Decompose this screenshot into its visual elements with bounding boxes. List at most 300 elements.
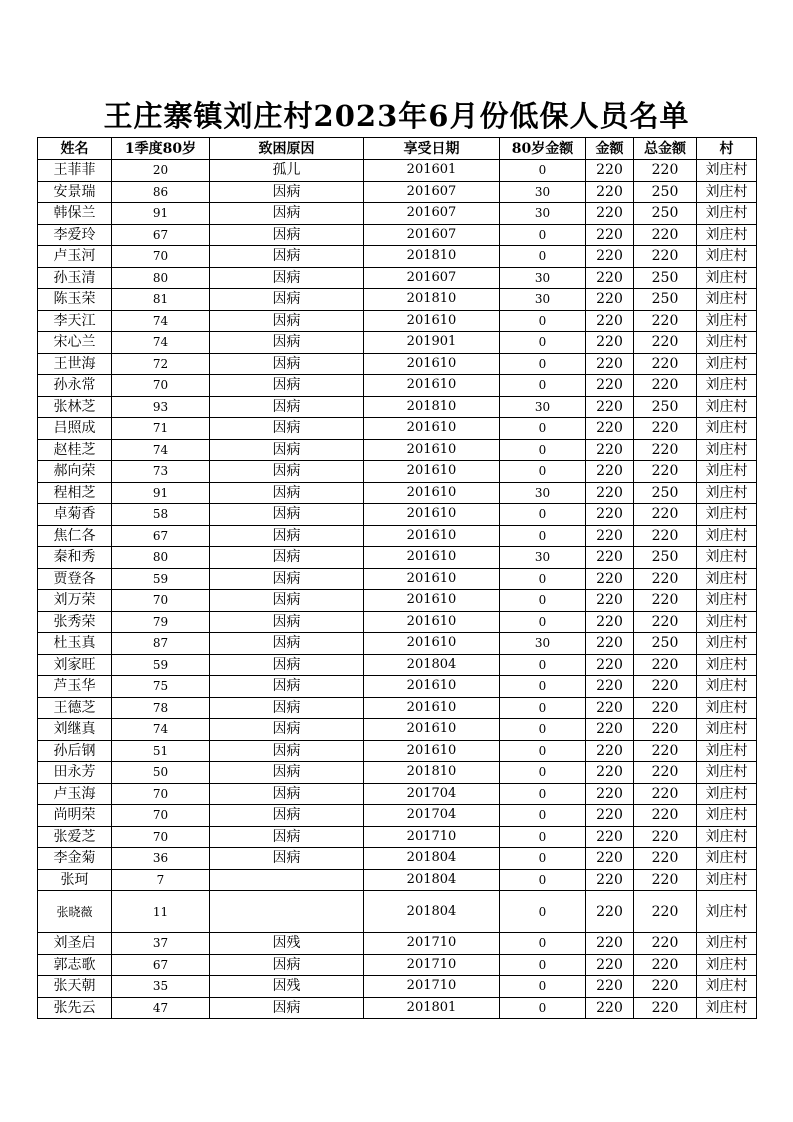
cell-village: 刘庄村 bbox=[697, 332, 757, 354]
cell-village: 刘庄村 bbox=[697, 654, 757, 676]
cell-bonus80: 0 bbox=[500, 375, 586, 397]
cell-total: 220 bbox=[634, 439, 697, 461]
table-row bbox=[38, 267, 757, 289]
cell-village: 刘庄村 bbox=[697, 289, 757, 311]
cell-village: 刘庄村 bbox=[697, 203, 757, 225]
cell-total: 220 bbox=[634, 611, 697, 633]
cell-village: 刘庄村 bbox=[697, 418, 757, 440]
table-row bbox=[38, 461, 757, 483]
cell-age: 35 bbox=[112, 976, 210, 998]
cell-age: 80 bbox=[112, 267, 210, 289]
table-row bbox=[38, 439, 757, 461]
cell-age: 59 bbox=[112, 568, 210, 590]
cell-reason: 因病 bbox=[210, 461, 364, 483]
cell-name: 卢玉河 bbox=[38, 246, 112, 268]
cell-name: 安景瑞 bbox=[38, 181, 112, 203]
cell-name: 贾登各 bbox=[38, 568, 112, 590]
cell-total: 220 bbox=[634, 375, 697, 397]
cell-name: 孙玉清 bbox=[38, 267, 112, 289]
cell-village: 刘庄村 bbox=[697, 181, 757, 203]
cell-age: 20 bbox=[112, 160, 210, 182]
table-row bbox=[38, 697, 757, 719]
cell-village: 刘庄村 bbox=[697, 848, 757, 870]
table-row bbox=[38, 246, 757, 268]
cell-amount: 220 bbox=[586, 633, 634, 655]
cell-reason: 因病 bbox=[210, 654, 364, 676]
cell-bonus80: 0 bbox=[500, 590, 586, 612]
cell-reason: 因病 bbox=[210, 590, 364, 612]
cell-bonus80: 0 bbox=[500, 525, 586, 547]
cell-date: 201810 bbox=[364, 246, 500, 268]
cell-reason: 因病 bbox=[210, 740, 364, 762]
table-row bbox=[38, 482, 757, 504]
cell-total: 220 bbox=[634, 568, 697, 590]
cell-amount: 220 bbox=[586, 805, 634, 827]
cell-amount: 220 bbox=[586, 848, 634, 870]
cell-reason: 因病 bbox=[210, 504, 364, 526]
cell-total: 220 bbox=[634, 805, 697, 827]
cell-name: 郝向荣 bbox=[38, 461, 112, 483]
cell-age: 71 bbox=[112, 418, 210, 440]
cell-total: 220 bbox=[634, 676, 697, 698]
cell-date: 201610 bbox=[364, 375, 500, 397]
table-row bbox=[38, 504, 757, 526]
cell-date: 201601 bbox=[364, 160, 500, 182]
cell-age: 75 bbox=[112, 676, 210, 698]
cell-name: 张珂 bbox=[38, 869, 112, 891]
cell-reason: 因病 bbox=[210, 396, 364, 418]
cell-reason bbox=[210, 891, 364, 933]
cell-village: 刘庄村 bbox=[697, 997, 757, 1019]
cell-name: 李金菊 bbox=[38, 848, 112, 870]
table-row bbox=[38, 954, 757, 976]
cell-name: 李爱玲 bbox=[38, 224, 112, 246]
cell-village: 刘庄村 bbox=[697, 525, 757, 547]
cell-total: 250 bbox=[634, 203, 697, 225]
cell-date: 201801 bbox=[364, 997, 500, 1019]
cell-total: 220 bbox=[634, 891, 697, 933]
cell-total: 220 bbox=[634, 848, 697, 870]
cell-age: 70 bbox=[112, 246, 210, 268]
cell-total: 220 bbox=[634, 504, 697, 526]
cell-date: 201710 bbox=[364, 826, 500, 848]
cell-village: 刘庄村 bbox=[697, 396, 757, 418]
cell-name: 张秀荣 bbox=[38, 611, 112, 633]
cell-village: 刘庄村 bbox=[697, 697, 757, 719]
table-row bbox=[38, 826, 757, 848]
cell-reason: 因病 bbox=[210, 676, 364, 698]
table-row bbox=[38, 869, 757, 891]
welfare-roster-table bbox=[37, 137, 757, 1019]
table-row bbox=[38, 740, 757, 762]
cell-total: 220 bbox=[634, 224, 697, 246]
table-row bbox=[38, 783, 757, 805]
cell-bonus80: 0 bbox=[500, 783, 586, 805]
cell-age: 70 bbox=[112, 826, 210, 848]
cell-bonus80: 0 bbox=[500, 762, 586, 784]
cell-reason: 因病 bbox=[210, 848, 364, 870]
cell-bonus80: 30 bbox=[500, 289, 586, 311]
cell-bonus80: 0 bbox=[500, 997, 586, 1019]
cell-age: 74 bbox=[112, 439, 210, 461]
cell-village: 刘庄村 bbox=[697, 954, 757, 976]
cell-reason: 因病 bbox=[210, 418, 364, 440]
cell-age: 58 bbox=[112, 504, 210, 526]
cell-reason bbox=[210, 869, 364, 891]
cell-amount: 220 bbox=[586, 933, 634, 955]
cell-total: 220 bbox=[634, 353, 697, 375]
cell-total: 220 bbox=[634, 310, 697, 332]
cell-age: 91 bbox=[112, 482, 210, 504]
cell-reason: 因病 bbox=[210, 547, 364, 569]
cell-amount: 220 bbox=[586, 826, 634, 848]
cell-date: 201610 bbox=[364, 418, 500, 440]
cell-age: 87 bbox=[112, 633, 210, 655]
cell-village: 刘庄村 bbox=[697, 869, 757, 891]
cell-age: 67 bbox=[112, 224, 210, 246]
cell-reason: 因病 bbox=[210, 525, 364, 547]
cell-amount: 220 bbox=[586, 525, 634, 547]
cell-reason: 因病 bbox=[210, 224, 364, 246]
cell-age: 72 bbox=[112, 353, 210, 375]
cell-bonus80: 0 bbox=[500, 611, 586, 633]
cell-total: 220 bbox=[634, 976, 697, 998]
table-row bbox=[38, 289, 757, 311]
cell-date: 201610 bbox=[364, 547, 500, 569]
cell-reason: 因病 bbox=[210, 482, 364, 504]
cell-date: 201610 bbox=[364, 461, 500, 483]
cell-date: 201610 bbox=[364, 740, 500, 762]
cell-reason: 因病 bbox=[210, 246, 364, 268]
cell-age: 50 bbox=[112, 762, 210, 784]
cell-age: 67 bbox=[112, 525, 210, 547]
cell-age: 80 bbox=[112, 547, 210, 569]
cell-bonus80: 0 bbox=[500, 805, 586, 827]
cell-name: 王世海 bbox=[38, 353, 112, 375]
column-header-total: 总金额 bbox=[634, 138, 697, 160]
cell-bonus80: 0 bbox=[500, 224, 586, 246]
cell-date: 201804 bbox=[364, 848, 500, 870]
cell-amount: 220 bbox=[586, 353, 634, 375]
cell-amount: 220 bbox=[586, 783, 634, 805]
cell-name: 李天江 bbox=[38, 310, 112, 332]
cell-date: 201610 bbox=[364, 568, 500, 590]
cell-date: 201610 bbox=[364, 482, 500, 504]
cell-reason: 因残 bbox=[210, 933, 364, 955]
cell-age: 70 bbox=[112, 590, 210, 612]
cell-age: 11 bbox=[112, 891, 210, 933]
cell-total: 220 bbox=[634, 997, 697, 1019]
table-row bbox=[38, 547, 757, 569]
cell-total: 220 bbox=[634, 160, 697, 182]
cell-bonus80: 0 bbox=[500, 891, 586, 933]
cell-bonus80: 30 bbox=[500, 633, 586, 655]
cell-amount: 220 bbox=[586, 590, 634, 612]
cell-reason: 因病 bbox=[210, 719, 364, 741]
table-row bbox=[38, 719, 757, 741]
cell-date: 201610 bbox=[364, 697, 500, 719]
cell-bonus80: 0 bbox=[500, 461, 586, 483]
cell-village: 刘庄村 bbox=[697, 611, 757, 633]
cell-amount: 220 bbox=[586, 332, 634, 354]
cell-amount: 220 bbox=[586, 740, 634, 762]
cell-reason: 因病 bbox=[210, 267, 364, 289]
cell-bonus80: 0 bbox=[500, 332, 586, 354]
cell-reason: 因病 bbox=[210, 762, 364, 784]
cell-village: 刘庄村 bbox=[697, 783, 757, 805]
cell-age: 79 bbox=[112, 611, 210, 633]
cell-total: 220 bbox=[634, 826, 697, 848]
cell-name: 程相芝 bbox=[38, 482, 112, 504]
cell-village: 刘庄村 bbox=[697, 224, 757, 246]
cell-village: 刘庄村 bbox=[697, 933, 757, 955]
cell-name: 焦仁各 bbox=[38, 525, 112, 547]
cell-bonus80: 0 bbox=[500, 353, 586, 375]
cell-amount: 220 bbox=[586, 375, 634, 397]
cell-amount: 220 bbox=[586, 762, 634, 784]
cell-age: 67 bbox=[112, 954, 210, 976]
cell-total: 220 bbox=[634, 869, 697, 891]
cell-total: 250 bbox=[634, 547, 697, 569]
cell-date: 201610 bbox=[364, 439, 500, 461]
cell-bonus80: 0 bbox=[500, 418, 586, 440]
cell-date: 201610 bbox=[364, 611, 500, 633]
cell-age: 36 bbox=[112, 848, 210, 870]
cell-village: 刘庄村 bbox=[697, 160, 757, 182]
table-body bbox=[38, 160, 757, 1019]
cell-bonus80: 0 bbox=[500, 676, 586, 698]
cell-amount: 220 bbox=[586, 224, 634, 246]
cell-name: 张爱芝 bbox=[38, 826, 112, 848]
cell-age: 51 bbox=[112, 740, 210, 762]
cell-date: 201610 bbox=[364, 525, 500, 547]
cell-bonus80: 0 bbox=[500, 740, 586, 762]
cell-name: 孙后钢 bbox=[38, 740, 112, 762]
cell-bonus80: 0 bbox=[500, 568, 586, 590]
cell-village: 刘庄村 bbox=[697, 590, 757, 612]
table-row bbox=[38, 676, 757, 698]
cell-amount: 220 bbox=[586, 997, 634, 1019]
cell-total: 250 bbox=[634, 396, 697, 418]
cell-village: 刘庄村 bbox=[697, 826, 757, 848]
cell-village: 刘庄村 bbox=[697, 310, 757, 332]
cell-amount: 220 bbox=[586, 568, 634, 590]
cell-date: 201804 bbox=[364, 869, 500, 891]
cell-amount: 220 bbox=[586, 654, 634, 676]
cell-date: 201704 bbox=[364, 805, 500, 827]
cell-total: 220 bbox=[634, 762, 697, 784]
cell-date: 201810 bbox=[364, 396, 500, 418]
cell-age: 78 bbox=[112, 697, 210, 719]
column-header-age: 1季度80岁 bbox=[112, 138, 210, 160]
cell-name: 张晓薇 bbox=[38, 891, 112, 933]
cell-reason: 孤儿 bbox=[210, 160, 364, 182]
cell-name: 刘继真 bbox=[38, 719, 112, 741]
cell-date: 201710 bbox=[364, 976, 500, 998]
cell-amount: 220 bbox=[586, 611, 634, 633]
cell-bonus80: 30 bbox=[500, 267, 586, 289]
cell-amount: 220 bbox=[586, 160, 634, 182]
cell-total: 220 bbox=[634, 246, 697, 268]
cell-village: 刘庄村 bbox=[697, 891, 757, 933]
cell-date: 201607 bbox=[364, 203, 500, 225]
cell-date: 201610 bbox=[364, 590, 500, 612]
cell-reason: 因病 bbox=[210, 203, 364, 225]
table-header-row bbox=[38, 138, 757, 160]
cell-amount: 220 bbox=[586, 719, 634, 741]
cell-date: 201610 bbox=[364, 719, 500, 741]
cell-name: 卓菊香 bbox=[38, 504, 112, 526]
cell-reason: 因病 bbox=[210, 181, 364, 203]
cell-total: 220 bbox=[634, 418, 697, 440]
cell-date: 201607 bbox=[364, 224, 500, 246]
cell-bonus80: 0 bbox=[500, 869, 586, 891]
cell-amount: 220 bbox=[586, 504, 634, 526]
cell-amount: 220 bbox=[586, 396, 634, 418]
cell-amount: 220 bbox=[586, 482, 634, 504]
cell-total: 220 bbox=[634, 783, 697, 805]
cell-bonus80: 0 bbox=[500, 848, 586, 870]
table-row bbox=[38, 310, 757, 332]
cell-date: 201610 bbox=[364, 353, 500, 375]
cell-village: 刘庄村 bbox=[697, 461, 757, 483]
cell-village: 刘庄村 bbox=[697, 568, 757, 590]
cell-village: 刘庄村 bbox=[697, 439, 757, 461]
cell-total: 220 bbox=[634, 525, 697, 547]
cell-name: 秦和秀 bbox=[38, 547, 112, 569]
cell-bonus80: 0 bbox=[500, 954, 586, 976]
cell-total: 220 bbox=[634, 654, 697, 676]
cell-village: 刘庄村 bbox=[697, 805, 757, 827]
cell-reason: 因病 bbox=[210, 332, 364, 354]
cell-age: 7 bbox=[112, 869, 210, 891]
cell-amount: 220 bbox=[586, 181, 634, 203]
cell-village: 刘庄村 bbox=[697, 267, 757, 289]
cell-date: 201607 bbox=[364, 181, 500, 203]
cell-name: 韩保兰 bbox=[38, 203, 112, 225]
cell-reason: 因病 bbox=[210, 375, 364, 397]
cell-amount: 220 bbox=[586, 547, 634, 569]
cell-amount: 220 bbox=[586, 203, 634, 225]
cell-bonus80: 0 bbox=[500, 976, 586, 998]
cell-age: 70 bbox=[112, 805, 210, 827]
cell-bonus80: 0 bbox=[500, 654, 586, 676]
cell-total: 250 bbox=[634, 267, 697, 289]
column-header-reason: 致困原因 bbox=[210, 138, 364, 160]
cell-amount: 220 bbox=[586, 954, 634, 976]
cell-name: 尚明荣 bbox=[38, 805, 112, 827]
cell-bonus80: 30 bbox=[500, 547, 586, 569]
cell-bonus80: 30 bbox=[500, 203, 586, 225]
cell-reason: 因病 bbox=[210, 997, 364, 1019]
cell-bonus80: 0 bbox=[500, 826, 586, 848]
table-row bbox=[38, 848, 757, 870]
cell-amount: 220 bbox=[586, 869, 634, 891]
cell-total: 220 bbox=[634, 740, 697, 762]
column-header-date: 享受日期 bbox=[364, 138, 500, 160]
cell-name: 刘圣启 bbox=[38, 933, 112, 955]
cell-total: 250 bbox=[634, 482, 697, 504]
table-row bbox=[38, 568, 757, 590]
cell-village: 刘庄村 bbox=[697, 719, 757, 741]
cell-reason: 因病 bbox=[210, 805, 364, 827]
cell-bonus80: 0 bbox=[500, 310, 586, 332]
cell-amount: 220 bbox=[586, 289, 634, 311]
cell-date: 201810 bbox=[364, 289, 500, 311]
table-row bbox=[38, 997, 757, 1019]
table-row bbox=[38, 933, 757, 955]
cell-village: 刘庄村 bbox=[697, 547, 757, 569]
cell-village: 刘庄村 bbox=[697, 482, 757, 504]
cell-age: 86 bbox=[112, 181, 210, 203]
cell-bonus80: 0 bbox=[500, 246, 586, 268]
cell-name: 张天朝 bbox=[38, 976, 112, 998]
table-row bbox=[38, 203, 757, 225]
cell-age: 59 bbox=[112, 654, 210, 676]
column-header-name: 姓名 bbox=[38, 138, 112, 160]
cell-village: 刘庄村 bbox=[697, 375, 757, 397]
cell-reason: 因病 bbox=[210, 439, 364, 461]
cell-date: 201901 bbox=[364, 332, 500, 354]
table-row bbox=[38, 396, 757, 418]
cell-reason: 因病 bbox=[210, 826, 364, 848]
cell-name: 吕照成 bbox=[38, 418, 112, 440]
cell-total: 250 bbox=[634, 633, 697, 655]
cell-reason: 因病 bbox=[210, 697, 364, 719]
cell-date: 201704 bbox=[364, 783, 500, 805]
table-row bbox=[38, 224, 757, 246]
cell-date: 201610 bbox=[364, 633, 500, 655]
cell-total: 250 bbox=[634, 289, 697, 311]
cell-date: 201610 bbox=[364, 676, 500, 698]
cell-village: 刘庄村 bbox=[697, 246, 757, 268]
cell-age: 91 bbox=[112, 203, 210, 225]
table-row bbox=[38, 805, 757, 827]
cell-age: 74 bbox=[112, 719, 210, 741]
cell-village: 刘庄村 bbox=[697, 740, 757, 762]
cell-name: 田永芳 bbox=[38, 762, 112, 784]
table-row bbox=[38, 891, 757, 933]
cell-reason: 因病 bbox=[210, 954, 364, 976]
cell-age: 93 bbox=[112, 396, 210, 418]
cell-village: 刘庄村 bbox=[697, 353, 757, 375]
cell-name: 王德芝 bbox=[38, 697, 112, 719]
cell-village: 刘庄村 bbox=[697, 633, 757, 655]
cell-total: 220 bbox=[634, 590, 697, 612]
table-row bbox=[38, 611, 757, 633]
cell-name: 张林芝 bbox=[38, 396, 112, 418]
cell-amount: 220 bbox=[586, 267, 634, 289]
cell-reason: 因病 bbox=[210, 783, 364, 805]
cell-reason: 因病 bbox=[210, 633, 364, 655]
cell-reason: 因病 bbox=[210, 310, 364, 332]
cell-age: 74 bbox=[112, 310, 210, 332]
cell-name: 芦玉华 bbox=[38, 676, 112, 698]
cell-amount: 220 bbox=[586, 676, 634, 698]
cell-amount: 220 bbox=[586, 976, 634, 998]
cell-reason: 因病 bbox=[210, 568, 364, 590]
cell-total: 220 bbox=[634, 697, 697, 719]
cell-name: 刘家旺 bbox=[38, 654, 112, 676]
table-row bbox=[38, 160, 757, 182]
cell-name: 赵桂芝 bbox=[38, 439, 112, 461]
cell-name: 王菲菲 bbox=[38, 160, 112, 182]
cell-village: 刘庄村 bbox=[697, 504, 757, 526]
table-row bbox=[38, 332, 757, 354]
table-row bbox=[38, 418, 757, 440]
page-title: 王庄寨镇刘庄村2023年6月份低保人员名单 bbox=[103, 99, 690, 133]
cell-amount: 220 bbox=[586, 310, 634, 332]
